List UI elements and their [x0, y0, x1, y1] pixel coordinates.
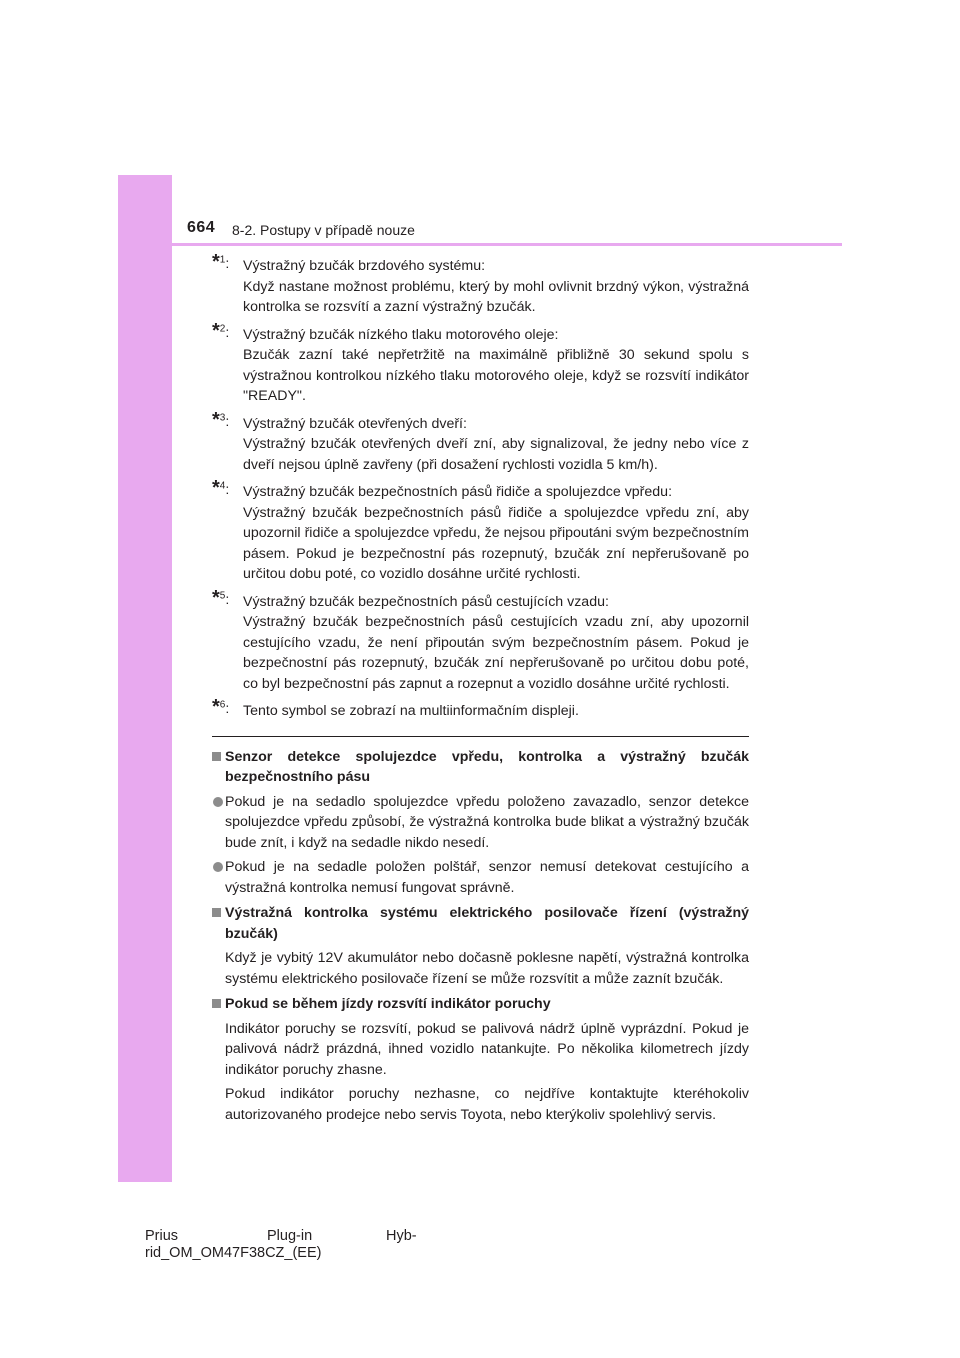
footnote-colon: :	[225, 256, 230, 272]
bullet-item	[212, 792, 749, 854]
footnote-item	[212, 319, 749, 407]
footnote-marker	[212, 478, 229, 501]
footnote-colon: :	[225, 324, 230, 341]
footer-line-2: rid_OM_OM47F38CZ_(EE)	[145, 1245, 322, 1261]
footnote-colon: :	[225, 413, 230, 430]
asterisk-icon: *	[212, 477, 220, 499]
footnote-item	[212, 586, 749, 695]
asterisk-icon: *	[212, 696, 220, 718]
footnote-item	[212, 477, 749, 585]
footnote-title: Výstražný bzučák nízkého tlaku motorového oleje:	[243, 326, 559, 343]
footnote-body: Výstražný bzučák otevřených dveří zní, aby signalizoval, že jedny nebo více z dveří nejsou úplně zavřeny (při dosažení rychlosti vozidla 5 km/h).	[243, 436, 749, 473]
section-title: 8-2. Postupy v případě nouze	[232, 222, 415, 238]
footnote-colon: :	[225, 701, 230, 717]
page-content	[212, 251, 749, 1130]
footnote-number: 5	[219, 589, 226, 601]
footnote-title: Výstražný bzučák brzdového systému:	[243, 258, 486, 274]
footer-word: Hyb-	[386, 1228, 417, 1244]
footnote-colon: :	[225, 591, 230, 608]
footnote-body: Bzučák zazní také nepřetržitě na maximálně přibližně 30 sekund spolu s výstražnou kontrolkou nízkého tlaku motorového oleje, když se rozsvítí indikátor "READY".	[243, 347, 749, 404]
info-section	[212, 747, 749, 899]
asterisk-icon: *	[212, 408, 220, 431]
section-heading	[212, 903, 749, 944]
footnote-body: Když nastane možnost problému, který by mohl ovlivnit brzdný výkon, výstražná kontrolka se rozsvítí a zazní výstražný bzučák.	[243, 278, 749, 315]
footer	[145, 1228, 445, 1262]
asterisk-icon: *	[212, 586, 220, 609]
footnote-title: Výstražný bzučák bezpečnostních pásů řidiče a spolujezdce vpředu:	[243, 484, 673, 500]
footnote-number: 6	[219, 699, 226, 711]
section-heading-text: Výstražná kontrolka systému elektrického posilovače řízení (výstražný bzučák)	[225, 905, 749, 942]
footnote-number: 3	[219, 411, 226, 423]
footnote-number: 2	[219, 322, 226, 334]
footnote-item	[212, 408, 749, 476]
section-heading	[212, 747, 749, 788]
square-bullet-icon	[212, 908, 221, 917]
asterisk-icon: *	[212, 319, 220, 342]
chapter-side-band	[118, 175, 172, 1182]
section-heading	[212, 994, 749, 1015]
circle-bullet-icon	[213, 797, 223, 807]
square-bullet-icon	[212, 999, 221, 1008]
footnote-marker	[212, 252, 229, 275]
footnote-list	[212, 251, 749, 722]
info-section	[212, 994, 749, 1125]
square-bullet-icon	[212, 752, 221, 761]
footnote-item	[212, 696, 749, 722]
footnote-number: 1	[219, 254, 226, 266]
info-section	[212, 903, 749, 989]
section-paragraph: Pokud indikátor poruchy nezhasne, co nejdříve kontaktujte kteréhokoliv autorizovaného prodejce nebo servis Toyota, nebo kterýkoliv spolehlivý servis.	[225, 1086, 749, 1123]
footnote-title: Výstražný bzučák bezpečnostních pásů cestujících vzadu:	[243, 593, 609, 610]
footnote-marker	[212, 321, 229, 344]
asterisk-icon: *	[212, 251, 220, 273]
footnote-colon: :	[225, 482, 230, 498]
section-heading-text: Pokud se během jízdy rozsvítí indikátor poruchy	[225, 996, 551, 1012]
section-list	[212, 747, 749, 1126]
footnote-item	[212, 251, 749, 318]
section-divider	[212, 736, 749, 737]
bullet-text: Pokud je na sedadle položen polštář, senzor nemusí detekovat cestujícího a výstražná kontrolka nemusí fungovat správně.	[225, 859, 749, 896]
footer-word: Prius	[145, 1228, 179, 1244]
bullet-item	[212, 857, 749, 898]
section-paragraph: Když je vybitý 12V akumulátor nebo dočasně poklesne napětí, výstražná kontrolka systému elektrického posilovače řízení se může rozsvítit a může zaznít bzučák.	[225, 950, 749, 987]
bullet-text: Pokud je na sedadlo spolujezdce vpředu položeno zavazadlo, senzor detekce spolujezdce vpředu způsobí, že výstražná kontrolka bude blikat a výstražný bzučák bude znít, i když na sedadle nikdo nesedí.	[225, 793, 749, 851]
footnote-body: Výstražný bzučák bezpečnostních pásů cestujících vzadu zní, aby upozornil cestujícího vzadu, že není připoután svým bezpečnostním pásem. Pokud je bezpečnostní pás rozepnutý, bzučák zní nepřerušovaně po určitou dobu poté, co byl bezpečnostní pás zapnut a rozepnut a vozidlo dosáhne určité rychlosti.	[243, 614, 749, 692]
footnote-marker	[212, 410, 229, 433]
section-paragraph: Indikátor poruchy se rozsvítí, pokud se palivová nádrž úplně vyprázdní. Pokud je palivová nádrž prázdná, ihned vozidlo natankujte. Po několika kilometrech jízdy indikátor poruchy zhasne.	[225, 1020, 749, 1078]
footnote-number: 4	[219, 480, 226, 492]
section-heading-text: Senzor detekce spolujezdce vpředu, kontrolka a výstražný bzučák bezpečnostního pásu	[225, 748, 749, 785]
footnote-marker	[212, 697, 229, 720]
page-number: 664	[187, 219, 216, 236]
footnote-title: Tento symbol se zobrazí na multiinformačním displeji.	[243, 703, 579, 719]
footnote-title: Výstražný bzučák otevřených dveří:	[243, 415, 467, 432]
footnote-body: Výstražný bzučák bezpečnostních pásů řidiče a spolujezdce vpředu zní, aby upozornil řidiče a spolujezdce vpředu, že nejsou připoutáni svým bezpečnostním pásem. Pokud je bezpečnostní pás rozepnutý, bzučák zní nepřerušovaně po určitou dobu poté, co vozidlo dosáhne určité rychlosti.	[243, 504, 749, 582]
header-rule	[172, 243, 842, 246]
footer-line-1	[145, 1228, 445, 1245]
circle-bullet-icon	[213, 862, 223, 872]
footer-word: Plug-in	[267, 1228, 313, 1244]
footnote-marker	[212, 588, 229, 611]
